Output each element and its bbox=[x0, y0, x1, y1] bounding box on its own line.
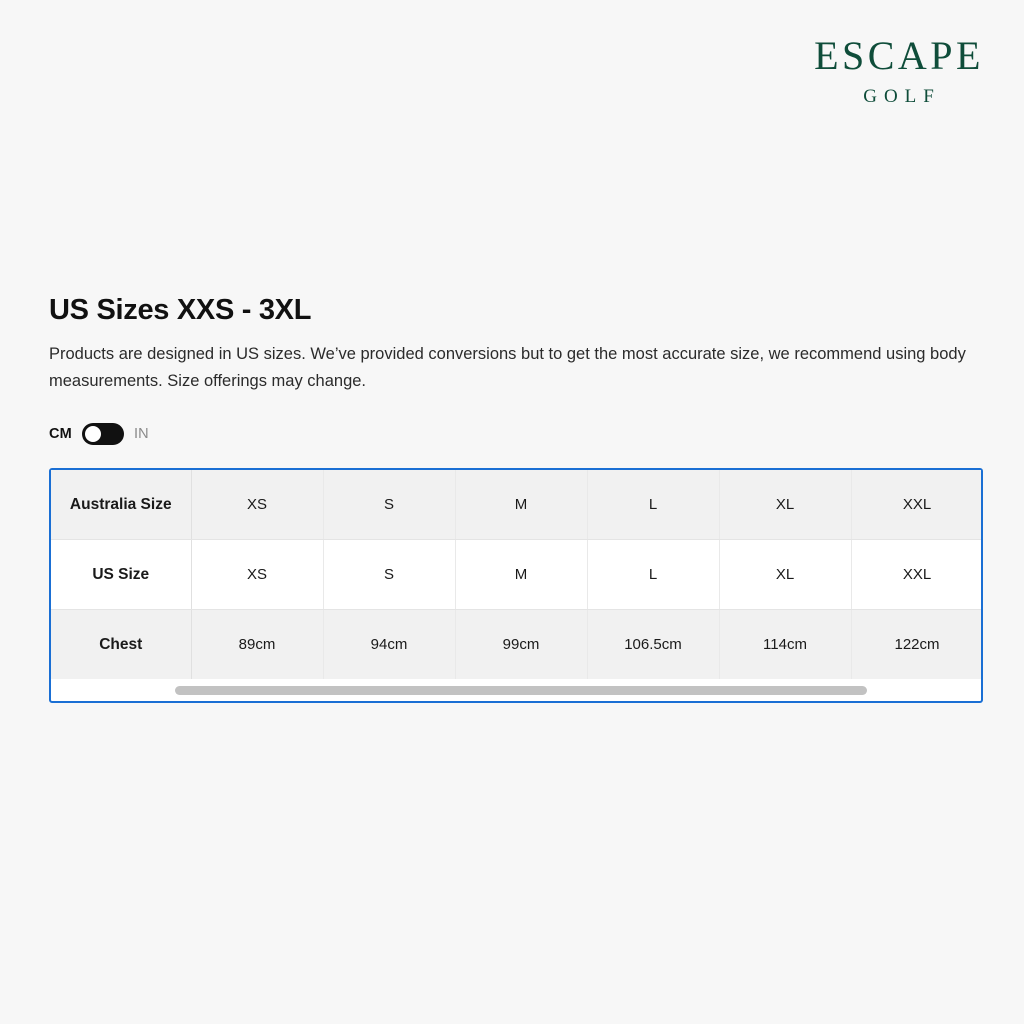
row-header: Chest bbox=[51, 610, 191, 680]
table-cell: XL bbox=[719, 540, 851, 610]
brand-name: ESCAPE bbox=[814, 33, 984, 78]
page-title: US Sizes XXS - 3XL bbox=[49, 294, 312, 326]
table-cell: M bbox=[455, 470, 587, 540]
table-cell: XS bbox=[191, 470, 323, 540]
size-chart-panel bbox=[49, 294, 983, 703]
table-cell: 99cm bbox=[455, 610, 587, 680]
size-table-scroll-area[interactable] bbox=[51, 470, 981, 679]
table-cell: XS bbox=[191, 540, 323, 610]
table-cell: XL bbox=[719, 470, 851, 540]
table-cell: 106.5cm bbox=[587, 610, 719, 680]
table-cell: XXL bbox=[851, 540, 981, 610]
unit-label-in: IN bbox=[133, 426, 149, 443]
table-cell: 89cm bbox=[191, 610, 323, 680]
brand-logo bbox=[814, 33, 984, 108]
table-cell: L bbox=[587, 540, 719, 610]
table-cell: L bbox=[587, 470, 719, 540]
size-table bbox=[51, 470, 981, 679]
table-row bbox=[51, 610, 981, 680]
table-cell: S bbox=[323, 470, 455, 540]
table-row bbox=[51, 540, 981, 610]
brand-subtitle: GOLF bbox=[863, 86, 941, 107]
toggle-knob-icon bbox=[85, 426, 101, 442]
table-cell: M bbox=[455, 540, 587, 610]
table-row bbox=[51, 470, 981, 540]
size-table-container bbox=[49, 468, 983, 703]
scrollbar-thumb[interactable] bbox=[175, 686, 867, 695]
page-description: Products are designed in US sizes. We’ve provided conversions but to get the most accurate size, we recommend using body measurements. Size offerings may change. bbox=[49, 345, 966, 390]
row-header: US Size bbox=[51, 540, 191, 610]
table-cell: XXL bbox=[851, 470, 981, 540]
horizontal-scrollbar[interactable] bbox=[53, 686, 979, 695]
unit-toggle-row bbox=[49, 422, 983, 446]
unit-label-cm: CM bbox=[49, 426, 72, 443]
table-cell: 122cm bbox=[851, 610, 981, 680]
table-cell: 94cm bbox=[323, 610, 455, 680]
row-header: Australia Size bbox=[51, 470, 191, 540]
unit-toggle-switch[interactable] bbox=[82, 423, 124, 445]
table-cell: 114cm bbox=[719, 610, 851, 680]
table-cell: S bbox=[323, 540, 455, 610]
